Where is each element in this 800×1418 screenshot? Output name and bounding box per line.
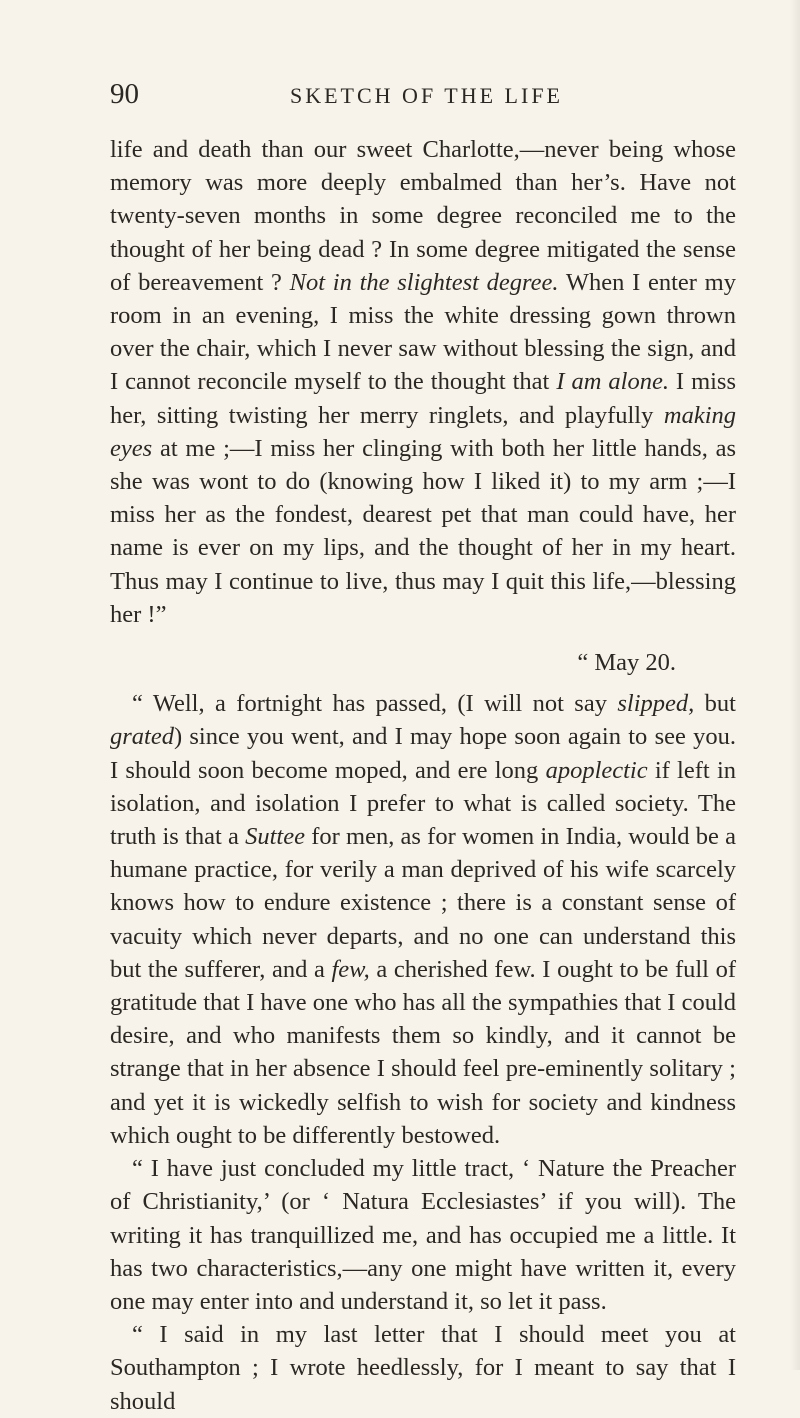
paragraph-2 [110,687,736,1152]
paragraph-4: “ I said in my last letter that I should meet you at Southampton ; I wrote heedlessly, for I meant to say that I should [110,1321,736,1415]
page-header [110,78,736,111]
italic-run: grated [110,723,174,751]
italic-run: apoplectic [545,756,648,784]
italic-run: Not in the slightest degree. [289,268,559,296]
text-run: “ Well, a fortnight has passed, (I will not say [132,690,618,718]
text-run: but [694,690,736,718]
text-run: life and death than our sweet Charlotte,—never being whose memory was more deeply embalmed than her’s. Have not twenty-seven months in some degree reconciled me to the thought of her being dead ? In some degree mitigated the sense of bereavement ? [110,136,736,296]
text-run: if left in isolation, and isolation I prefer to what is called society. The truth is that a [110,756,737,851]
italic-run: making eyes [110,401,736,462]
text-run: ) since you went, and I may hope soon again to see you. I should soon become moped, and ere long [110,723,736,784]
text-run: a cherished few. I ought to be full of gratitude that I have one who has all the sympathies that I could desire, and who manifests them so kindly, and it cannot be strange that in her absence I should feel pre-eminently solitary ; and yet it is wickedly selfish to wish for society and kindness which ought to be differently bestowed. [110,955,736,1149]
italic-run: slipped, [617,690,695,718]
letter-date: “ May 20. [577,649,676,677]
text-run: for men, as for women in India, would be a humane practice, for verily a man deprived of his wife scarcely knows how to endure existence ; there is a constant sense of vacuity which never departs, and no one can understand this but the sufferer, and a [110,823,736,983]
italic-run: few, [331,955,370,983]
paragraph-1 [110,133,736,631]
page-number: 90 [110,78,139,110]
text-run: When I enter my room in an evening, I miss the white dressing gown thrown over the chair, which I never saw without blessing the sign, and I cannot reconcile myself to the thought that [110,268,736,396]
text-run: at me ;—I miss her clinging with both her little hands, as she was wont to do (knowing how I liked it) to my arm ;—I miss her as the fondest, dearest pet that man could have, her name is ever on my lips, and the thought of her in my heart. Thus may I continue to live, thus may I quit this life,—blessing her !” [110,434,736,628]
italic-run: Suttee [245,823,305,851]
running-title: SKETCH OF THE LIFE [290,83,563,108]
text-run: I miss her, sitting twisting her merry ringlets, and playfully [110,368,736,429]
paragraph-3: “ I have just concluded my little tract, ‘ Nature the Preacher of Christianity,’ (or ‘ Natura Ecclesiastes’ if you will). The writing it has tranquillized me, and has occupied me a little. It has two characteristics,—any one might have written it, every one may enter into and understand it, so let it pass. [110,1155,736,1315]
page-edge-shadow [790,0,800,1370]
italic-run: I am alone. [556,368,669,396]
